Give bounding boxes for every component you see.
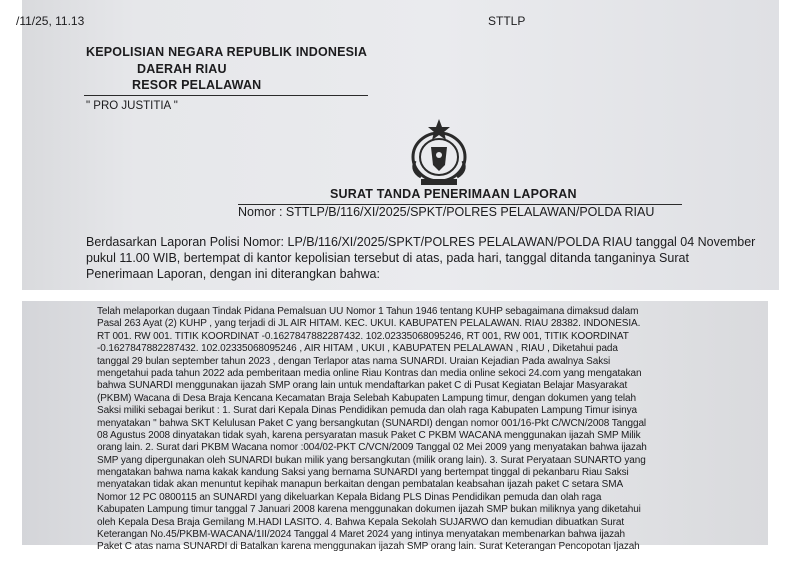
body-line: Paket C atas nama SUNARDI di Batalkan karena menggunakan ijazah SMP orang lain. Surat Keterangan Pencopotan Ijazah xyxy=(97,541,640,553)
body-line: menyatakan tidak akan menuntut kepihak manapun berkaitan dengan pembatalan keabsahan ijazah paket C setara SMA xyxy=(97,479,624,491)
body-line: SMP yang dipergunakan oleh SUNARDI bukan milik yang bersangkutan (milik orang lain). 3. Surat Peryataan SUNARTO yang xyxy=(97,454,646,466)
body-line: oleh Kepala Desa Braja Gemilang M.HADI LASITO. 4. Bahwa Kepala Sekolah SUJARWO dan kemudian dibuatkan Surat xyxy=(97,516,624,528)
print-timestamp: /11/25, 11.13 xyxy=(16,14,85,28)
body-line: tanggal 29 bulan september tahun 2023 , dengan Terlapor atas nama SUNARDI. Uraian Kejadian Pada awalnya Saksi xyxy=(97,355,611,367)
body-line: menyatakan " bahwa SKT Kelulusan Paket C yang bersangkutan (SUNARDI) dengan nomor 001/16-Pkt C/WCN/2008 Tanggal xyxy=(97,417,647,429)
body-line: Keterangan No.45/PKBM-WACANA/1II/2024 Tanggal 4 Maret 2024 yang intinya menyatakan membenarkan bahwa ijazah xyxy=(97,529,625,541)
intro-line: Penerimaan Laporan, dengan ini diterangkan bahwa: xyxy=(86,267,380,281)
intro-line: pukul 11.00 WIB, bertempat di kantor kepolisian tersebut di atas, pada hari, tanggal ditanda tanganinya Surat xyxy=(86,251,689,265)
report-body xyxy=(97,306,762,554)
body-line: mengatakan bahwa nama kakak kandung Saksi yang bernama SUNARDI yang bertempat tinggal di pekanbaru Riau Saksi xyxy=(97,467,629,479)
body-line: (PKBM) Wacana di Desa Braja Kencana Kecamatan Braja Selebah Kabupaten Lampung timur, dengan dokumen yang telah xyxy=(97,392,636,404)
police-emblem-icon xyxy=(407,117,471,189)
document-code: STTLP xyxy=(488,14,526,28)
body-line: Saksi miliki sebagai berikut : 1. Surat dari Kepala Dinas Pendidikan pemuda dan olah raga Kabupaten Lampung Timur isinya xyxy=(97,405,637,417)
intro-line: Berdasarkan Laporan Polisi Nomor: LP/B/116/XI/2025/SPKT/POLRES PELALAWAN/POLDA RIAU tanggal 04 November xyxy=(86,235,756,249)
institution-region: DAERAH RIAU xyxy=(137,62,227,76)
body-line: Kabupaten Lampung timur tanggal 7 Januari 2008 karena menggunakan dokumen ijazah SMP bukan miliknya yang diketahui xyxy=(97,504,641,516)
body-line: Pasal 263 Ayat (2) KUHP , yang terjadi di JL AIR HITAM. KEC. UKUI. KABUPATEN PELALAWAN. RIAU 28382. INDONESIA. xyxy=(97,318,641,330)
body-line: orang lain. 2. Surat dari PKBM Wacana nomor :004/02-PKT C/VCN/2009 Tanggal 02 Mei 2009 yang menyatakan bahwa ijazah xyxy=(97,442,647,454)
institution-name: KEPOLISIAN NEGARA REPUBLIK INDONESIA xyxy=(86,45,368,59)
body-line: Nomor 12 PC 0800115 an SUNARDI yang dikeluarkan Kepala Bidang PLS Dinas Pendidikan pemuda dan olah raga xyxy=(97,491,602,503)
body-line: bahwa SUNARDI menggunakan ijazah SMP orang lain untuk mendaftarkan paket C di Pusat Kegiatan Belajar Masyarakat xyxy=(97,380,628,392)
receipt-number: Nomor : STTLP/B/116/XI/2025/SPKT/POLRES PELALAWAN/POLDA RIAU xyxy=(238,205,655,219)
document-page-top xyxy=(16,0,779,290)
body-line: RT 001. RW 001. TITIK KOORDINAT -0.1627847882287432. 102.02335068095246, RT 001, RW 001, TITIK KOORDINAT xyxy=(97,330,629,342)
receipt-title: SURAT TANDA PENERIMAAN LAPORAN xyxy=(330,187,577,201)
body-line: 08 Agustus 2008 dinyatakan tidak syah, karena persyaratan masuk Paket C PKBM WACANA menggunakan ijazah SMP Milik xyxy=(97,429,641,441)
document-page-bottom xyxy=(22,301,768,553)
institution-unit: RESOR PELALAWAN xyxy=(132,78,262,92)
body-line: Telah melaporkan dugaan Tindak Pidana Pemalsuan UU Nomor 1 Tahun 1946 tentang KUHP sebagaimana dimaksud dalam xyxy=(97,306,639,317)
header-divider xyxy=(84,95,368,96)
body-line: -0.1627847882287432. 102.02335068095246 , AIR HITAM , UKUI , KABUPATEN PELALAWAN , RIAU , Diketahui pada xyxy=(97,343,618,355)
pro-justitia-label: " PRO JUSTITIA " xyxy=(86,100,178,112)
body-line: mengetahui pada tahun 2022 ada pemberitaan media online Riau Kontras dan media online sekoci 24.com yang mengatakan xyxy=(97,367,642,379)
